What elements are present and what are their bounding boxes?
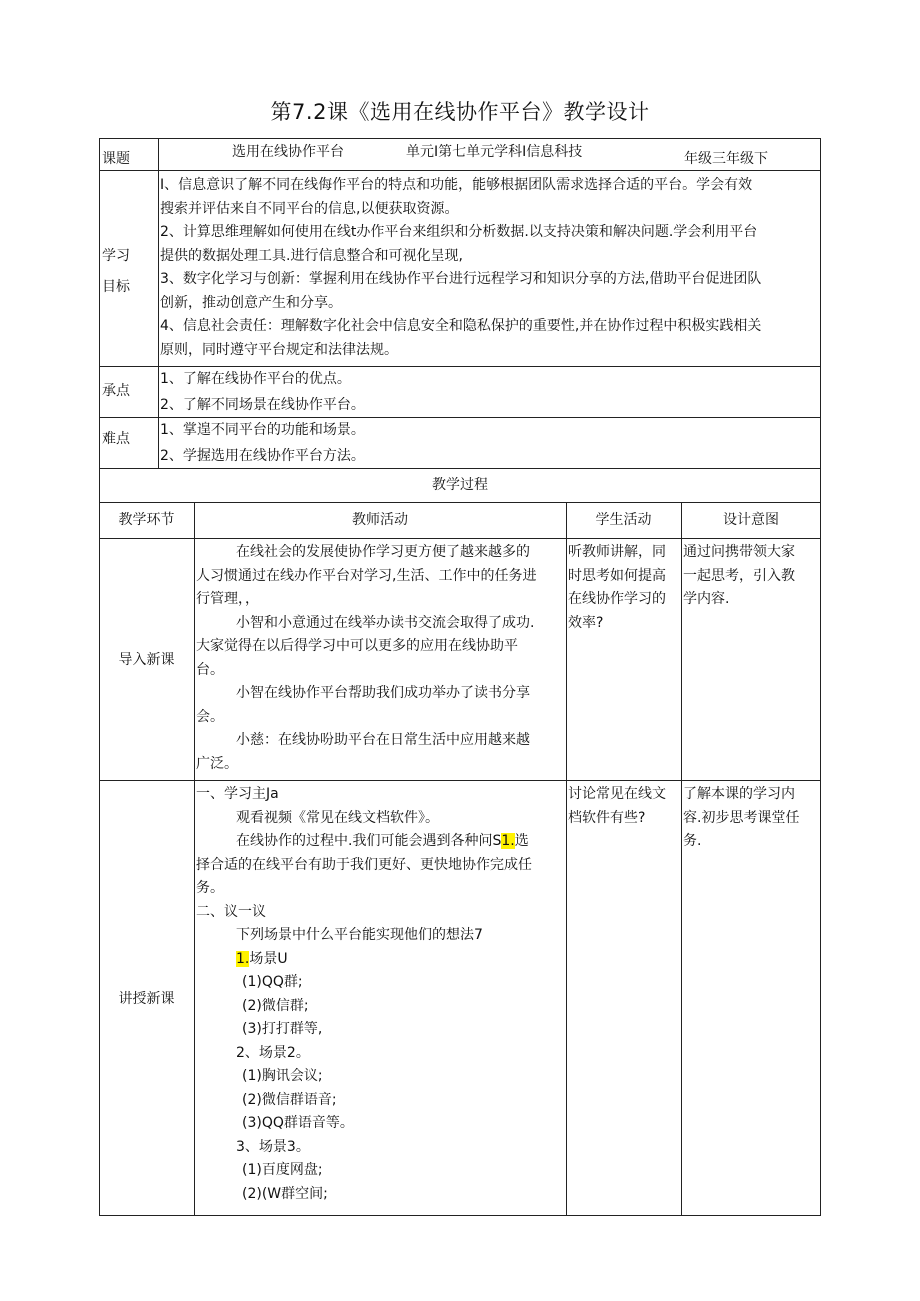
row-divider: [99, 780, 821, 781]
col-header-intent: 设计意图: [723, 512, 779, 528]
student-line: 听教师讲解，同: [568, 544, 666, 560]
teacher-line: 会。: [196, 708, 224, 725]
teach-student-activity: [568, 783, 666, 830]
teach-design-intent: [683, 783, 799, 854]
grade-text: 年级三年级下: [684, 151, 768, 167]
teacher-line: 大家觉得在以后得学习中可以更多的应用在线协助平: [196, 638, 518, 654]
stage-teach: 讲授新课: [118, 991, 175, 1007]
objective-line: 搜索并评估来自不同平台的信息,以便获取资源。: [160, 200, 459, 217]
col-header-stage: 教学环节: [118, 512, 175, 528]
key-point-line: 1、了解在线协作平台的优点。: [160, 371, 351, 387]
highlight-mark: 1.: [501, 833, 515, 849]
col-divider: [681, 502, 682, 1216]
objective-line: 3、数字化学习与创新：掌握利用在线协作平台进行远程学习和知识分享的方法,借助平台促进团队: [160, 271, 762, 287]
objective-line: I、信息意识了解不同在线侮作平台的特点和功能，能够根据团队需求选择合适的平台。学会有效: [160, 177, 753, 193]
teacher-line: 行管理，，: [196, 591, 259, 607]
row-divider: [99, 502, 821, 503]
intent-line: 通过问携带领大家: [683, 544, 795, 560]
intent-line: 一起思考，引入教: [683, 567, 795, 584]
teacher-line: (1)QQ群;: [242, 974, 303, 990]
teacher-line: (2)微信群语音;: [242, 1091, 337, 1108]
teacher-line: 小慈：在线协吩助平台在日常生活中应用越来越: [236, 732, 530, 748]
teacher-text: 在线协作的过程中.我们可能会遇到各种问S: [236, 833, 502, 849]
stage-intro: 导入新课: [118, 652, 175, 668]
intent-line: 务.: [683, 833, 702, 849]
teacher-line: 择合适的在线平台有助于我们更好、更快地协作完成任: [196, 856, 532, 873]
row-divider: [99, 538, 821, 539]
teacher-text: 场景U: [249, 950, 288, 967]
col-header-teacher: 教师活动: [352, 512, 408, 528]
teacher-line: 观看视频《常见在线文档软件》。: [236, 809, 439, 826]
objective-line: 原则，同时遵守平台规定和法律法规。: [160, 341, 398, 358]
objective-line: 2、计算思维理解如何使用在线t办作平台来组织和分析数据.以支持决策和解决问题.学会利用平台: [160, 224, 758, 240]
teacher-line: [196, 830, 532, 854]
topic-value: 选用在线协作平台: [232, 144, 344, 160]
col-divider: [566, 502, 567, 1216]
col-header-student: 学生活动: [595, 512, 652, 528]
topic-label: 课题: [102, 151, 130, 167]
difficulties-label: 难点: [102, 431, 130, 447]
student-line: 效率?: [568, 614, 604, 631]
process-title: 教学过程: [432, 477, 488, 493]
teacher-line: 一、学习主Ja: [196, 786, 279, 802]
teacher-line: (3)打打群等,: [242, 1021, 323, 1037]
teacher-line: (1)胸讯会议;: [242, 1068, 323, 1084]
teacher-line: 2、场景2。: [236, 1044, 310, 1061]
row-divider: [99, 366, 821, 367]
difficulty-line: 2、学握选用在线协作平台方法。: [160, 448, 365, 464]
teacher-line: 3、场景3。: [236, 1138, 310, 1155]
teacher-line: 广泛。: [196, 755, 238, 772]
intro-student-activity: [568, 541, 666, 635]
teacher-line: 二、议一议: [196, 903, 266, 920]
objective-line: 创新，推动创意产生和分享。: [160, 294, 342, 311]
intent-line: 了解本课的学习内: [683, 786, 795, 802]
intent-line: 容.初步思考课堂任: [683, 809, 800, 826]
teacher-line: [196, 948, 532, 972]
teacher-line: (3)QQ群语音等。: [242, 1115, 354, 1131]
page-title: 第7.2课《选用在线协作平台》教学设计: [270, 100, 650, 124]
teacher-line: 务。: [196, 880, 224, 896]
teacher-line: 小智和小意通过在线举办读书交流会取得了成功.: [236, 614, 535, 631]
key-point-line: 2、了解不同场景在线协作平台。: [160, 397, 365, 413]
objectives-list: [160, 174, 761, 362]
teacher-line: 台。: [196, 661, 224, 678]
student-line: 时思考如何提高: [568, 567, 666, 584]
objectives-label: 学习: [102, 248, 130, 264]
teacher-line: 小智在线协作平台帮助我们成功举办了读书分享: [236, 685, 530, 701]
key-points-label: 承点: [102, 383, 130, 399]
col-divider: [158, 138, 159, 468]
highlight-mark: 1.: [236, 950, 250, 967]
teacher-text: 选: [514, 833, 529, 849]
col-divider: [194, 502, 195, 1216]
objective-line: 提供的数据处理工具.进行信息整合和可视化呈现,: [160, 247, 463, 264]
student-line: 在线协作学习的: [568, 591, 666, 607]
student-line: 讨论常见在线文: [568, 786, 666, 802]
teacher-line: 下列场景中什么平台能实现他们的想法7: [236, 927, 483, 943]
teacher-line: 在线社会的发展使协作学习更方便了越来越多的: [236, 544, 530, 560]
intent-line: 学内容.: [683, 591, 730, 607]
teacher-line: (2)(W群空间;: [242, 1185, 328, 1202]
teacher-line: (1)百度网盘;: [242, 1162, 323, 1178]
objectives-label: 目标: [102, 279, 130, 295]
teach-teacher-activity: [196, 783, 532, 1206]
teacher-line: 人习惯通过在线办作平台对学习,生活、工作中的任务进: [196, 567, 537, 584]
teacher-line: (2)微信群;: [242, 997, 309, 1014]
objective-line: 4、信息社会责任：理解数字化社会中信息安全和隐私保护的重要性,并在协作过程中积极实践相关: [160, 318, 762, 334]
intro-teacher-activity: [196, 541, 536, 776]
difficulty-line: 1、掌遑不同平台的功能和场景。: [160, 422, 365, 438]
unit-text: 单元Ⅰ第七单元学科Ⅰ信息科技: [406, 144, 583, 160]
intro-design-intent: [683, 541, 795, 612]
student-line: 档软件有些?: [568, 809, 646, 826]
